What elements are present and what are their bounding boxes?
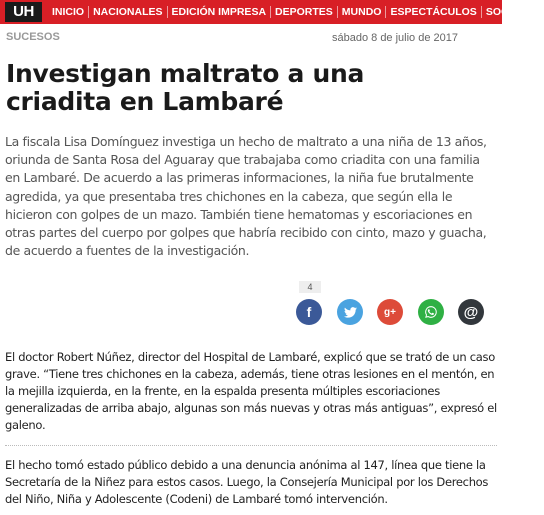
facebook-icon: f [306,304,312,320]
main-nav [48,0,544,24]
whatsapp-icon [424,305,438,319]
facebook-share-button[interactable] [296,299,322,325]
article-paragraph: El hecho tomó estado público debido a una denuncia anónima al 147, línea que tiene la Secretaría de la Niñez para estos casos. Luego, la Consejería Municipal por los Derechos del Niño, Niña y Adolescente (Codeni) de Lambaré tomó intervención. [5,458,489,506]
nav-item-sociales[interactable]: SOCIALES [485,6,540,18]
nav-item-nacionales[interactable]: NACIONALES [93,6,163,18]
twitter-share-button[interactable] [337,299,363,325]
section-label[interactable]: SUCESOS [6,31,60,43]
paragraph-divider [5,445,497,446]
twitter-icon [344,307,357,318]
article-date: sábado 8 de julio de 2017 [332,32,458,44]
site-logo[interactable]: UH [5,2,42,22]
nav-item-inicio[interactable]: INICIO [52,6,85,18]
nav-item-mundo[interactable]: MUNDO [341,6,382,18]
article-paragraph: El doctor Robert Núñez, director del Hospital de Lambaré, explicó que se trató de un caso grave. “Tiene tres chichones en la cabeza, además, tiene otras lesiones en el mentón, en la mejilla izquierda, en la frente, en la espalda presenta múltiples escoriaciones generalizadas de arriba abajo, algunas son más nuevas y otras más antiguas”, expresó el galeno. [5,350,497,432]
top-navigation-bar [0,0,540,24]
article-title: Investigan maltrato a una criadita en Lambaré [6,59,365,116]
nav-item-deportes[interactable]: DEPORTES [275,6,333,18]
share-count-badge: 4 [299,281,321,293]
google-plus-icon: g+ [384,306,396,318]
nav-item-espectaculos[interactable]: ESPECTÁCULOS [390,6,477,18]
whatsapp-share-button[interactable] [418,299,444,325]
email-icon: @ [463,303,479,321]
email-share-button[interactable] [458,299,484,325]
nav-item-edicion-impresa[interactable]: EDICIÓN IMPRESA [171,6,267,18]
google-plus-share-button[interactable] [377,299,403,325]
article-lead: La fiscala Lisa Domínguez investiga un hecho de maltrato a una niña de 13 años, oriunda de Santa Rosa del Aguaray que trabajaba como criadita con una familia en Lambaré. De acuerdo a las primeras informaciones, la niña fue brutalmente agredida, ya que presentaba tres chichones en la cabeza, que según ella le hicieron con golpes de un mazo. También tiene hematomas y escoriaciones en otras partes del cuerpo por golpes que habría recibido con cinto, mazo y guacha, de acuerdo a fuentes de la investigación. [5,134,487,259]
